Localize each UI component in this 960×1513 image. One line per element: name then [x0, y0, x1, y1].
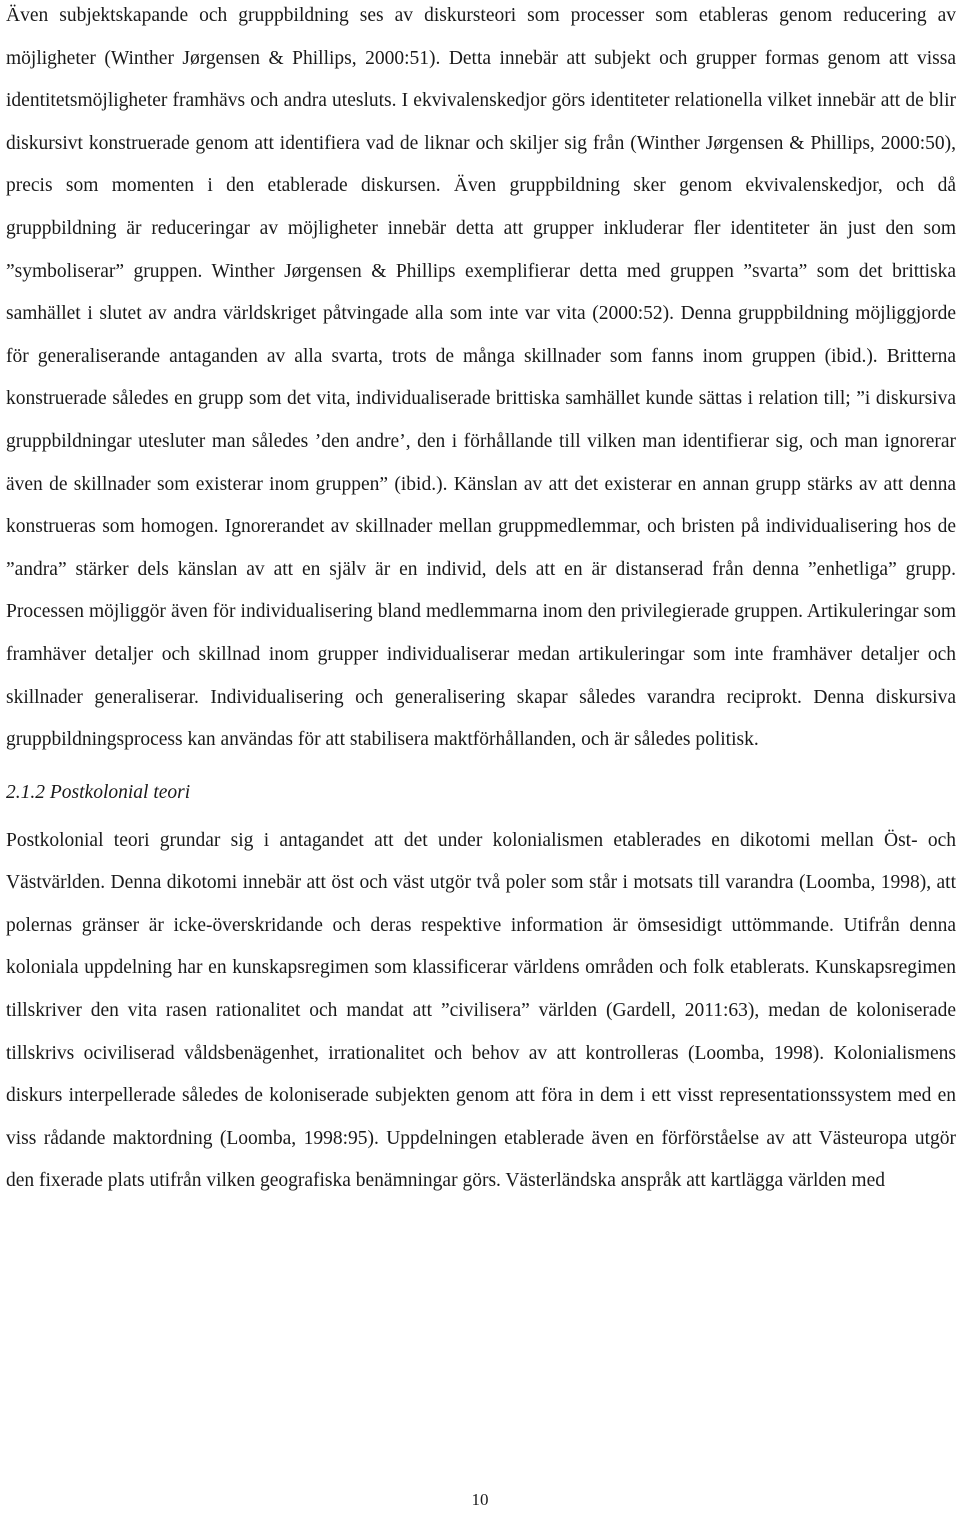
body-paragraph-postkolonial-teori: Postkolonial teori grundar sig i antagandet att det under kolonialismen etablerades en dikotomi mellan Öst- och Västvärlden. Denna dikotomi innebär att öst och väst utgör två poler som står i motsats till varandra (Loomba, 1998), att polernas gränser är icke-överskridande och deras respektive information är ömsesidigt uttömmande. Utifrån denna koloniala uppdelning har en kunskapsregimen som klassificerar världens områden och folk etablerats. Kunskapsregimen tillskriver den vita rasen rationalitet och mandat att ”civilisera” världen (Gardell, 2011:63), medan de koloniserade tillskrivs ociviliserad våldsbenägenhet, irrationalitet och behov av att kontrolleras (Loomba, 1998). Kolonialismens diskurs interpellerade således de koloniserade subjekten genom att föra in dem i ett visst representationssystem med en viss rådande maktordning (Loomba, 1998:95). Uppdelningen etablerade även en förförståelse av att Västeuropa utgör den fixerade plats utifrån vilken geografiska benämningar görs. Västerländska anspråk att kartlägga världen med [6, 829, 956, 1192]
body-paragraph-diskursteori: Även subjektskapande och gruppbildning ses av diskursteori som processer som etableras genom reducering av möjligheter (Winther Jørgensen & Phillips, 2000:51). Detta innebär att subjekt och grupper formas genom att vissa identitetsmöjligheter framhävs och andra utesluts. I ekvivalenskedjor görs identiteter relationella vilket innebär att de blir diskursivt konstruerade genom att identifiera vad de liknar och skiljer sig från (Winther Jørgensen & Phillips, 2000:50), precis som momenten i den etablerade diskursen. Även gruppbildning sker genom ekvivalenskedjor, och då gruppbildning är reduceringar av möjligheter innebär detta att grupper inkluderar fler identiteter än just den som ”symboliserar” gruppen. Winther Jørgensen & Phillips exemplifierar detta med gruppen ”svarta” som det brittiska samhället i slutet av andra världskriget påtvingade alla som inte var vita (2000:52). Denna gruppbildning möjliggjorde för generaliserande antaganden av alla svarta, trots de många skillnader som fanns inom gruppen (ibid.). Britterna konstruerade således en grupp som det vita, individualiserade brittiska samhället kunde sättas i relation till; ”i diskursiva gruppbildningar utesluter man således ’den andre’, den i förhållande till vilken man identifierar sig, och man ignorerar även de skillnader som existerar inom gruppen” (ibid.). Känslan av att det existerar en annan grupp stärks av att denna konstrueras som homogen. Ignorerandet av skillnader mellan gruppmedlemmar, och bristen på individualisering hos de ”andra” stärker dels känslan av att en själv är en individ, dels att en är distanserad från denna ”enhetliga” grupp. Processen möjliggör även för individualisering bland medlemmarna inom den privilegierade gruppen. Artikuleringar som framhäver detaljer och skillnad inom grupper individualiserar medan artikuleringar som inte framhäver detaljer och skillnader generaliserar. Individualisering och generalisering skapar således varandra reciprokt. Denna diskursiva gruppbildningsprocess kan användas för att stabilisera maktförhållanden, och är således politisk. [6, 5, 956, 751]
section-heading-postkolonial-teori: 2.1.2 Postkolonial teori [6, 781, 191, 803]
document-page [6, 0, 956, 1203]
page-number: 10 [471, 1490, 489, 1509]
